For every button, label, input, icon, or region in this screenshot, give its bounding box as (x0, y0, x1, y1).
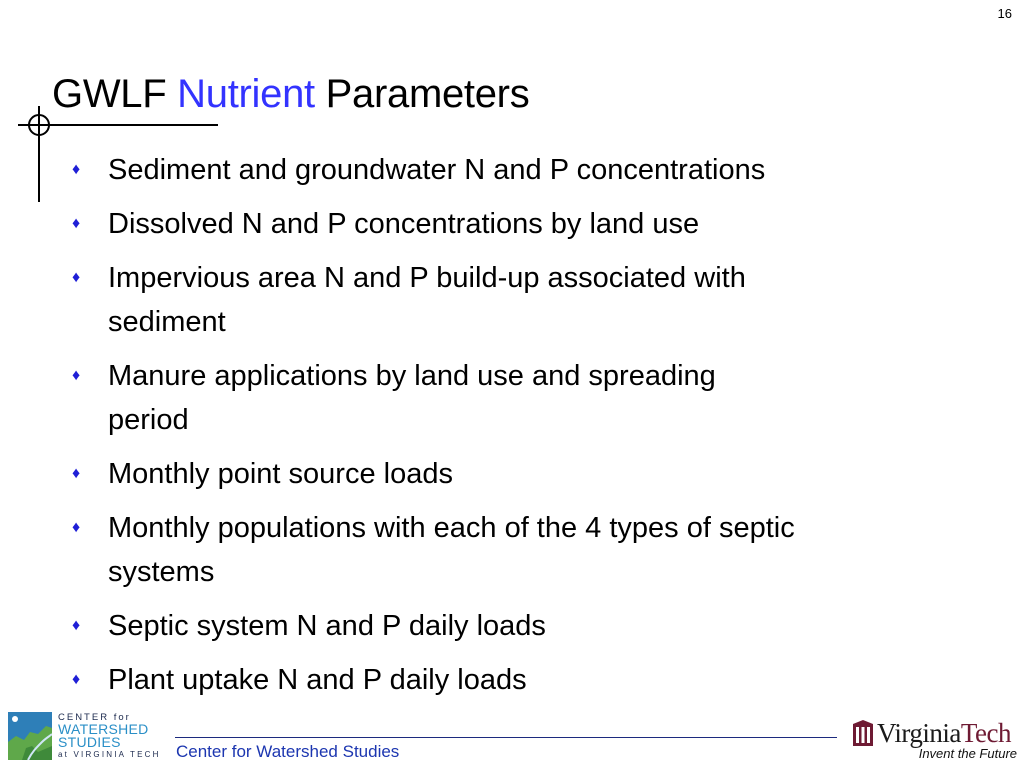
bullet-text: Monthly point source loads (108, 458, 453, 490)
list-item (70, 256, 950, 344)
diamond-bullet-icon: ♦ (72, 617, 81, 634)
diamond-bullet-icon: ♦ (72, 215, 81, 232)
page-number: 16 (997, 6, 1012, 21)
watershed-center-logo (8, 712, 168, 762)
list-item (70, 604, 950, 648)
bullet-text: Septic system N and P daily loads (108, 610, 546, 642)
logo-line-at-virginia-tech: at VIRGINIA TECH (58, 750, 161, 759)
bullet-text: Monthly populations with each of the 4 types of septic systems (108, 512, 795, 588)
bullet-list (70, 148, 950, 712)
diamond-bullet-icon: ♦ (72, 671, 81, 688)
list-item (70, 658, 950, 702)
vt-wordmark-tech: Tech (960, 718, 1011, 748)
vt-wordmark-virginia: Virginia (877, 718, 961, 748)
diamond-bullet-icon: ♦ (72, 519, 81, 536)
bullet-text: Manure applications by land use and spreading period (108, 360, 716, 436)
title-accent-word: Nutrient (177, 72, 315, 116)
diamond-bullet-icon: ♦ (72, 367, 81, 384)
title-part-1: GWLF (52, 72, 178, 116)
diamond-bullet-icon: ♦ (72, 269, 81, 286)
vt-wordmark (877, 718, 1011, 748)
list-item (70, 452, 950, 496)
title-part-3: Parameters (314, 72, 530, 116)
diamond-bullet-icon: ♦ (72, 161, 81, 178)
bullet-text: Dissolved N and P concentrations by land use (108, 208, 700, 240)
footer-divider (175, 737, 837, 738)
virginia-tech-logo (853, 716, 1021, 762)
bullet-text: Impervious area N and P build-up associated with sediment (108, 262, 746, 338)
watershed-logo-text (58, 712, 161, 760)
diamond-bullet-icon: ♦ (72, 465, 81, 482)
bullet-text: Sediment and groundwater N and P concentrations (108, 154, 766, 186)
footer-label: Center for Watershed Studies (176, 742, 400, 761)
vt-tagline: Invent the Future (918, 746, 1017, 761)
list-item (70, 506, 950, 594)
list-item (70, 202, 950, 246)
list-item (70, 354, 950, 442)
list-item (70, 148, 950, 192)
slide-title (52, 70, 529, 118)
logo-line-center-for: CENTER for (58, 712, 131, 723)
vt-pylon-icon (853, 720, 873, 746)
bullet-text: Plant uptake N and P daily loads (108, 664, 527, 696)
watershed-map-icon (8, 712, 52, 760)
logo-line-watershed: WATERSHED (58, 721, 149, 737)
logo-line-studies: STUDIES (58, 734, 121, 750)
